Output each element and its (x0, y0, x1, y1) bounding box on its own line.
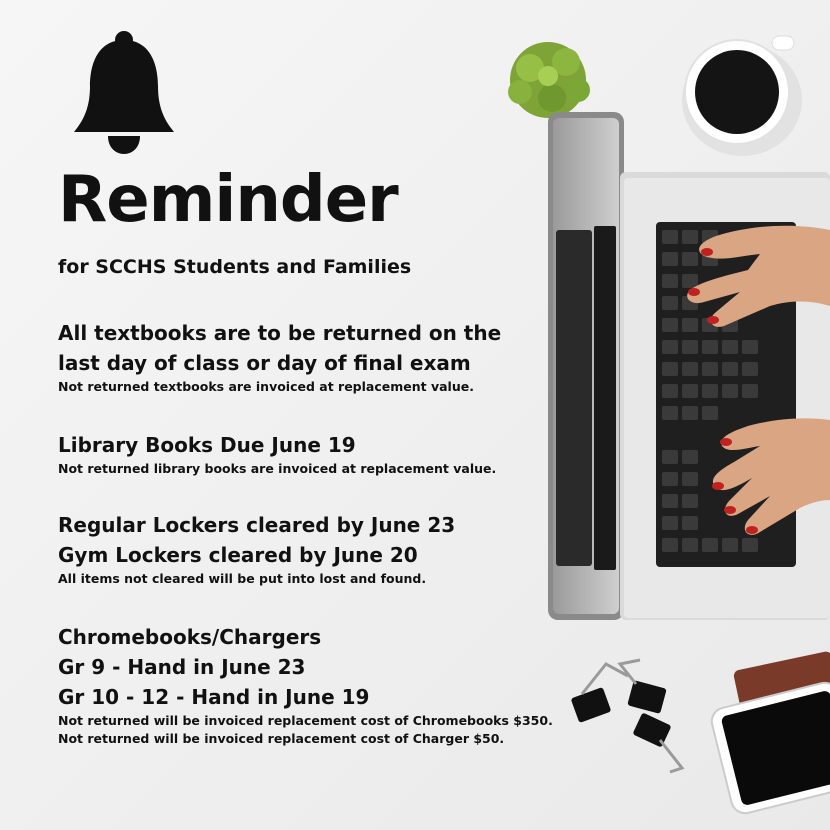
regular-lockers-line: Regular Lockers cleared by June 23 (58, 513, 456, 537)
textbooks-section (58, 318, 501, 396)
bell-icon (70, 30, 178, 154)
gr10-12-line: Gr 10 - 12 - Hand in June 19 (58, 685, 370, 709)
library-section (58, 430, 496, 478)
chromebooks-section (58, 622, 553, 748)
gr9-line: Gr 9 - Hand in June 23 (58, 655, 306, 679)
lockers-note: All items not cleared will be put into lost and found. (58, 571, 427, 586)
charger-cost-note: Not returned will be invoiced replacement cost of Charger $50. (58, 731, 505, 746)
gym-lockers-line: Gym Lockers cleared by June 20 (58, 543, 418, 567)
textbooks-note: Not returned textbooks are invoiced at replacement value. (58, 379, 474, 394)
textbooks-line-1: All textbooks are to be returned on the (58, 321, 502, 345)
library-note: Not returned library books are invoiced at replacement value. (58, 461, 497, 476)
reminder-title: Reminder (58, 163, 398, 237)
lockers-section (58, 510, 455, 588)
chromebook-cost-note: Not returned will be invoiced replacement cost of Chromebooks $350. (58, 713, 553, 728)
laptop-icon (548, 112, 830, 620)
audience-subtitle: for SCCHS Students and Families (58, 256, 412, 278)
chromebooks-heading: Chromebooks/Chargers (58, 625, 322, 649)
library-heading: Library Books Due June 19 (58, 433, 356, 457)
textbooks-line-2: last day of class or day of final exam (58, 351, 471, 375)
